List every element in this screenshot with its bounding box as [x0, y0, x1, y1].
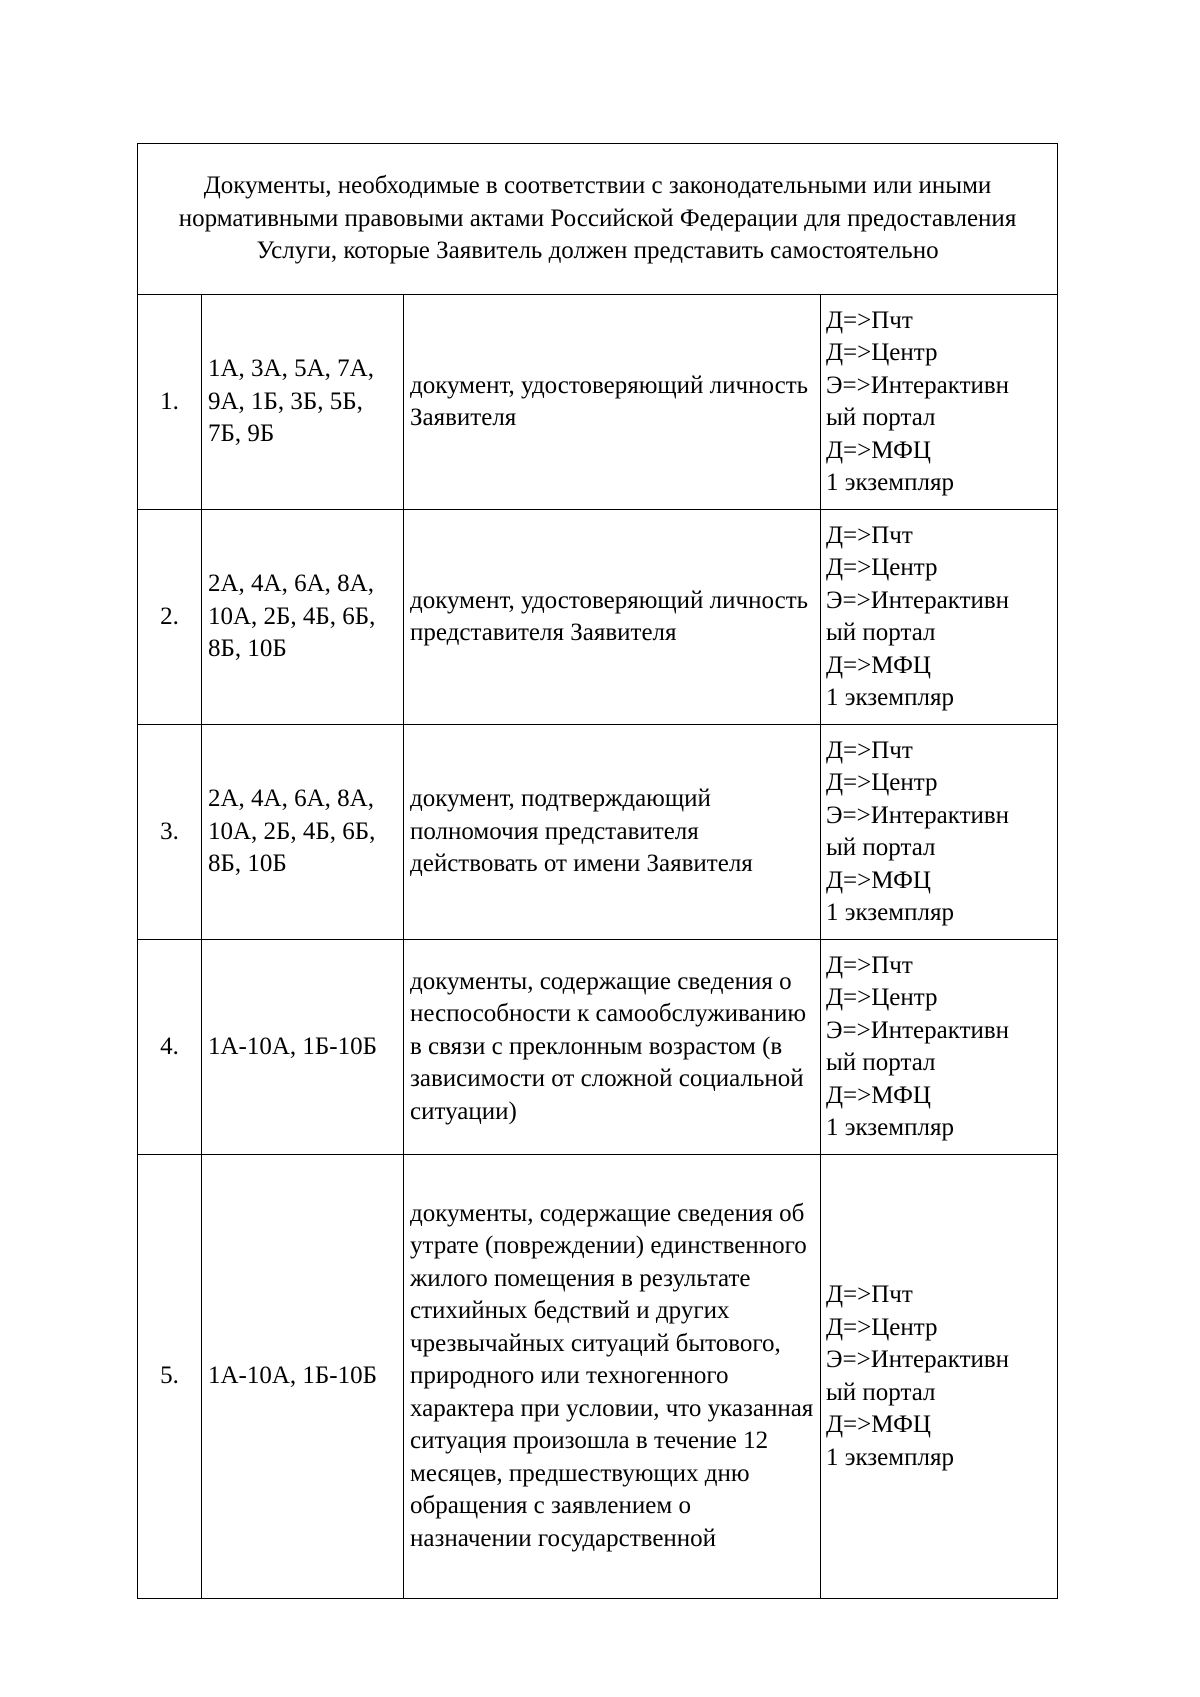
- table-row: [138, 940, 1058, 1155]
- row-number: 5.: [138, 1155, 202, 1599]
- row-number: 3.: [138, 725, 202, 940]
- channel-line: 1 экземпляр: [826, 684, 954, 711]
- channel-line: Д=>Пчт: [826, 736, 913, 764]
- channel-line: 1 экземпляр: [826, 469, 954, 496]
- channel-line: Д=>МФЦ: [826, 651, 931, 679]
- channel-line: Д=>МФЦ: [826, 1081, 931, 1109]
- channel-line: Д=>Центр: [826, 769, 938, 796]
- table-row: [138, 725, 1058, 940]
- channel-line: 1 экземпляр: [826, 1114, 954, 1141]
- channel-line: Д=>Центр: [826, 554, 938, 581]
- channel-line: 1 экземпляр: [826, 899, 954, 926]
- channel-line: Д=>Пчт: [826, 306, 913, 334]
- row-number: 4.: [138, 940, 202, 1155]
- channel-line: Э=>Интерактивн: [826, 371, 1010, 399]
- table-header: Документы, необходимые в соответствии с законодательными или иными нормативными правовыми актами Российской Федерации для предоставления Услуги, которые Заявитель должен представить самостоятельно: [138, 144, 1058, 295]
- row-codes: 1А, 3А, 5А, 7А, 9А, 1Б, 3Б, 5Б, 7Б, 9Б: [202, 295, 404, 510]
- row-channels: [821, 1155, 1058, 1599]
- channel-line: Д=>Центр: [826, 984, 938, 1011]
- channel-line: Д=>Пчт: [826, 951, 913, 979]
- channel-line: Э=>Интерактивн: [826, 1016, 1010, 1044]
- row-channels: [821, 940, 1058, 1155]
- row-description: документы, содержащие сведения об утрате (повреждении) единственного жилого помещения в результате стихийных бедствий и других чрезвычайных ситуаций бытового, природного или техногенного характера при условии, что указанная ситуация произошла в течение 12 месяцев, предшествующих дню обращения с заявлением о назначении государственной: [404, 1155, 821, 1599]
- row-channels: [821, 725, 1058, 940]
- channel-line: ый портал: [826, 1049, 936, 1076]
- channel-line: Д=>МФЦ: [826, 1411, 931, 1438]
- channel-line: Д=>Центр: [826, 1313, 938, 1341]
- row-channels: [821, 510, 1058, 725]
- channel-line: Д=>Пчт: [826, 521, 913, 549]
- row-channels: [821, 295, 1058, 510]
- row-codes: 2А, 4А, 6А, 8А, 10А, 2Б, 4Б, 6Б, 8Б, 10Б: [202, 725, 404, 940]
- table-row: [138, 1155, 1058, 1599]
- channel-line: Э=>Интерактивн: [826, 586, 1010, 614]
- channel-line: 1 экземпляр: [826, 1443, 954, 1471]
- row-description: документ, подтверждающий полномочия представителя действовать от имени Заявителя: [404, 725, 821, 940]
- channel-line: Д=>МФЦ: [826, 866, 931, 894]
- table-header-row: [138, 144, 1058, 295]
- channel-line: ый портал: [826, 404, 936, 431]
- channel-line: Д=>МФЦ: [826, 436, 931, 464]
- channel-line: ый портал: [826, 619, 936, 646]
- channel-line: Э=>Интерактивн: [826, 1346, 1010, 1373]
- channel-line: Д=>Пчт: [826, 1281, 913, 1308]
- table-row: [138, 295, 1058, 510]
- row-description: документы, содержащие сведения о неспособности к самообслуживанию в связи с преклонным возрастом (в зависимости от сложной социальной ситуации): [404, 940, 821, 1155]
- channel-line: Э=>Интерактивн: [826, 801, 1010, 829]
- channel-line: Д=>Центр: [826, 339, 938, 366]
- row-description: документ, удостоверяющий личность представителя Заявителя: [404, 510, 821, 725]
- table-row: [138, 510, 1058, 725]
- row-codes: 1А-10А, 1Б-10Б: [202, 940, 404, 1155]
- row-number: 2.: [138, 510, 202, 725]
- channel-line: ый портал: [826, 834, 936, 861]
- channel-line: ый портал: [826, 1378, 936, 1406]
- row-description: документ, удостоверяющий личность Заявителя: [404, 295, 821, 510]
- row-codes: 2А, 4А, 6А, 8А, 10А, 2Б, 4Б, 6Б, 8Б, 10Б: [202, 510, 404, 725]
- row-number: 1.: [138, 295, 202, 510]
- documents-table: [137, 143, 1058, 1599]
- row-codes: 1А-10А, 1Б-10Б: [202, 1155, 404, 1599]
